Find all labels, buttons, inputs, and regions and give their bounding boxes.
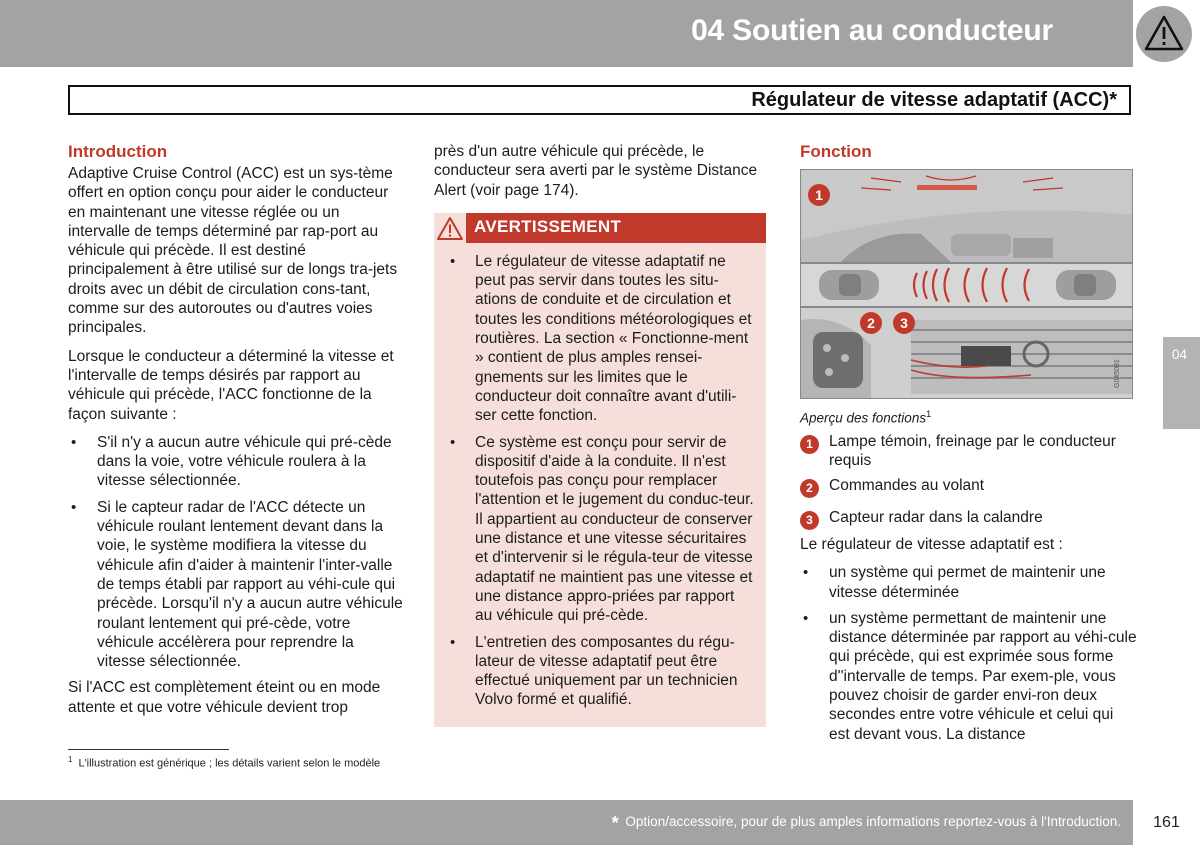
list-item — [800, 432, 1138, 471]
list-item: • L'entretien des composantes du régu-lateur de vitesse adaptatif peut être effectué uniquement par un technicien Volvo formé et qualifié. — [446, 633, 754, 710]
header-bar — [0, 0, 1133, 67]
footnote-divider — [68, 749, 229, 750]
footnote-text: L'illustration est générique ; les détails varient selon le modèle — [78, 757, 381, 770]
footer-star: * — [611, 813, 619, 833]
list-item: • un système qui permet de maintenir une vitesse déterminée — [800, 563, 1138, 602]
caption-text: Aperçu des fonctions — [800, 410, 927, 426]
footer-note-text: Option/accessoire, pour de plus amples informations reportez-vous à l'Introduction. — [625, 814, 1121, 829]
function-illustration — [800, 169, 1133, 399]
warning-list — [434, 243, 766, 710]
list-item: • Si le capteur radar de l'ACC détecte un véhicule roulant lentement devant dans la voie, le système modifiera la vitesse du véhicule afin d'aider à maintenir l'inter-valle de temps établi par rapport au véhi-cule qui précède. Lorsqu'il n'y a aucun autre véhicule roulant lentement qui pré-cède, votre véhicule accélèrera pour reprendre la vitesse sélectionnée. — [68, 498, 403, 672]
list-item-text: Capteur radar dans la calandre — [829, 508, 1043, 526]
function-numbered-list — [800, 432, 1138, 527]
number-badge: 3 — [800, 511, 819, 530]
figure-marker-2: 2 — [867, 315, 875, 331]
function-bullet-list — [800, 563, 1138, 744]
hazard-triangle-icon — [434, 213, 466, 243]
figure-code: G045081 — [1114, 359, 1121, 388]
column-function — [800, 142, 1138, 751]
section-header — [68, 85, 1131, 115]
chapter-side-tab — [1163, 337, 1200, 429]
number-badge: 1 — [800, 435, 819, 454]
warning-triangle-icon — [1136, 6, 1192, 62]
list-item: • S'il n'y a aucun autre véhicule qui pré-cède dans la voie, votre véhicule roulera à la vitesse sélectionnée. — [68, 433, 403, 491]
footnote-number: 1 — [68, 755, 73, 764]
list-item: • Le régulateur de vitesse adaptatif ne peut pas servir dans toutes les situ-ations de conduite et de circulation et toutes les conditions météorologiques et routières. La section « Fonctionne-ment » contient de plus amples rensei-gnements sur les limites que le conducteur doit connaître avant d'utili-ser cette fonction. — [446, 252, 754, 426]
footnote — [68, 755, 380, 770]
list-item: • un système permettant de maintenir une distance déterminée par rapport au véhi-cule qui précède, qui est exprimée sous forme d''intervalle de temps. Par exem-ple, vous pouvez choisir de garder envi-ron deux secondes entre votre véhicule et celui qui est devant vous. La distance — [800, 609, 1138, 744]
intro-bullet-list — [68, 433, 403, 672]
intro-paragraph-3: Si l'ACC est complètement éteint ou en mode attente et que votre véhicule devient trop — [68, 679, 381, 716]
chapter-title: 04 Soutien au conducteur — [691, 14, 1053, 47]
column-warning — [434, 142, 766, 727]
warning-box — [434, 213, 766, 727]
list-item — [800, 476, 1138, 495]
warning-header — [434, 213, 766, 243]
caption-footnote-ref: 1 — [926, 409, 932, 419]
list-item-text: Commandes au volant — [829, 477, 985, 495]
footer-note — [612, 813, 1121, 834]
page-number: 161 — [1153, 814, 1180, 831]
continued-paragraph: près d'un autre véhicule qui précède, le conducteur sera averti par le système Distance Alert (voir page 174). — [434, 143, 758, 199]
list-item: • Ce système est conçu pour servir de dispositif d'aide à la conduite. Il n'est toutefois pas conçu pour remplacer l'attention et le jugement du conduc-teur. Il appartient au conducteur de conserver une distance et une vitesse sécuritaires et d'intervenir si le régula-teur de vitesse adaptatif ne maintient pas une vitesse et une distance appro-priées par rapport au véhicule qui pré-cède. — [446, 433, 754, 626]
intro-paragraph: Adaptive Cruise Control (ACC) est un sys-tème offert en option conçu pour aider le conducteur en maintenant une vitesse réglée ou un intervalle de temps déterminé par rap-port au véhicule qui précède. Il est destiné principalement à être utilisé sur de longs tra-jets droits avec un débit de circulation cons-tant, comme sur des autoroutes ou d'autres voies principales. — [68, 165, 398, 337]
function-paragraph: Le régulateur de vitesse adaptatif est : — [800, 535, 1063, 553]
introduction-heading: Introduction — [68, 142, 168, 161]
figure-caption — [800, 405, 1138, 428]
section-title: Régulateur de vitesse adaptatif (ACC)* — [751, 89, 1117, 111]
warning-title: AVERTISSEMENT — [474, 216, 622, 236]
footer-bar — [0, 800, 1133, 845]
list-item-text: Lampe témoin, freinage par le conducteur requis — [829, 432, 1116, 470]
function-heading: Fonction — [800, 142, 872, 161]
side-tab-label: 04 — [1172, 347, 1188, 362]
column-introduction — [68, 142, 403, 726]
list-item — [800, 508, 1138, 527]
figure-marker-3: 3 — [900, 315, 908, 331]
intro-paragraph-2: Lorsque le conducteur a déterminé la vitesse et l'intervalle de temps désirés par rapport au véhicule qui précède, l'ACC fonctionne de la façon suivante : — [68, 347, 394, 423]
figure-marker-1: 1 — [815, 187, 823, 203]
number-badge: 2 — [800, 479, 819, 498]
